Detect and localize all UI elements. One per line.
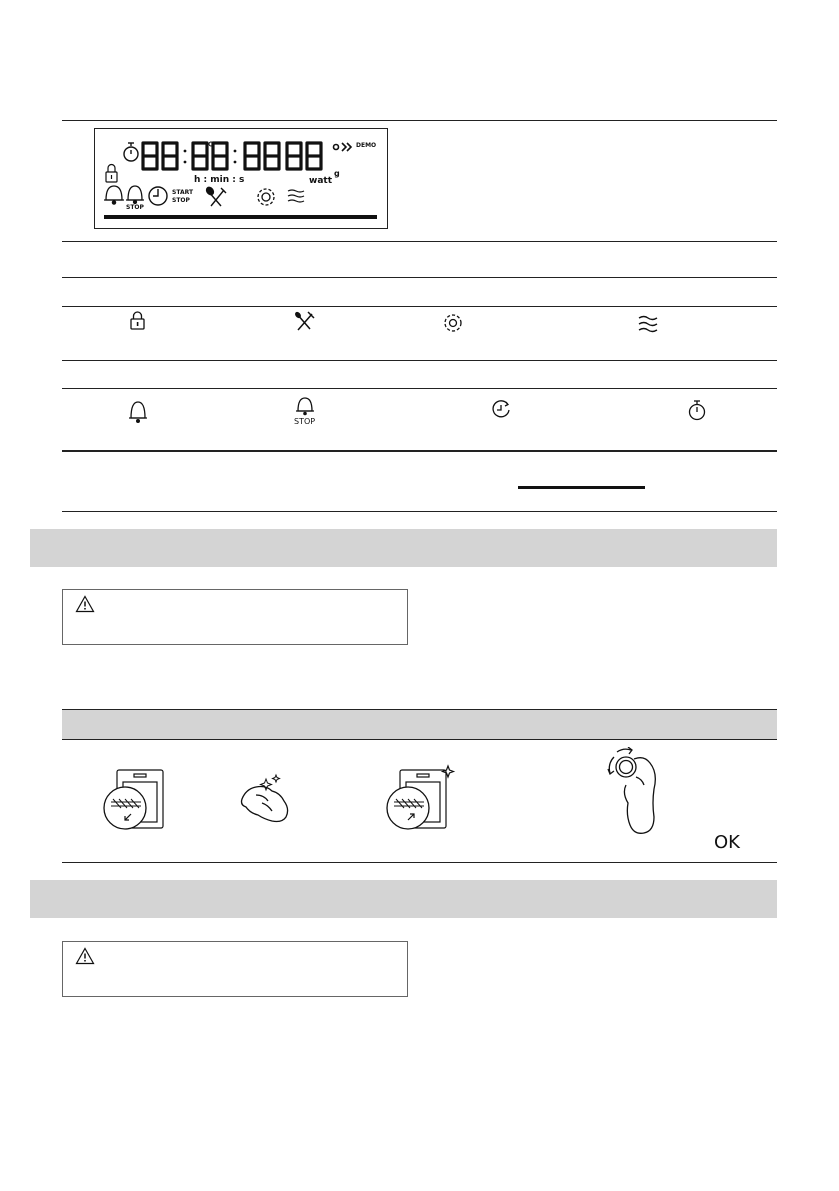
bell-stop-caption: STOP xyxy=(126,204,144,211)
bell-icon xyxy=(128,400,148,424)
ok-label: OK xyxy=(714,832,740,853)
timer-icon xyxy=(687,398,707,422)
display-bell-stop-icon xyxy=(126,186,144,204)
table-rule xyxy=(62,511,777,512)
warning-icon xyxy=(75,595,95,613)
progress-bar-indicator xyxy=(518,486,645,489)
section-header-band xyxy=(30,529,777,567)
table-rule xyxy=(62,241,777,242)
display-clock-icon xyxy=(149,187,167,205)
table-rule xyxy=(62,306,777,307)
oven-shelf-insert-illustration xyxy=(384,764,456,830)
demo-label: DEMO xyxy=(356,142,377,149)
display-panel xyxy=(94,128,388,229)
oven-shelf-remove-illustration xyxy=(101,768,173,830)
clock-start-icon xyxy=(490,399,512,421)
start-label: START xyxy=(172,189,194,196)
table-rule xyxy=(62,739,777,740)
stopwatch-icon xyxy=(124,143,138,161)
display-progress-bar xyxy=(104,215,377,219)
warning-box xyxy=(62,589,408,645)
gear-icon xyxy=(442,312,464,334)
steam-icon xyxy=(637,314,659,334)
table-rule xyxy=(62,388,777,389)
cleaning-cloth-illustration xyxy=(236,773,302,829)
table-rule xyxy=(62,450,777,452)
knob-turn-illustration xyxy=(604,747,664,837)
weight-unit-label: g xyxy=(334,169,340,178)
section-header-band xyxy=(30,880,777,918)
display-lock-icon xyxy=(106,165,117,183)
table-header-row xyxy=(62,710,777,739)
warning-icon xyxy=(75,947,95,965)
demo-indicator xyxy=(334,143,352,151)
warning-box xyxy=(62,941,408,997)
table-rule xyxy=(62,862,777,863)
food-sensor-icon xyxy=(293,311,315,333)
segment-digits xyxy=(143,143,321,169)
bell-stop-caption: STOP xyxy=(294,417,316,426)
table-rule xyxy=(62,277,777,278)
display-food-sensor-icon xyxy=(205,186,226,206)
power-unit-label: watt xyxy=(309,176,332,186)
display-gear-icon xyxy=(258,189,274,205)
display-steam-icon xyxy=(288,190,304,202)
stop-label: STOP xyxy=(172,197,190,204)
bell-stop-icon xyxy=(295,396,315,416)
time-units-label: h : min : s xyxy=(194,175,245,185)
table-rule xyxy=(62,360,777,361)
lock-icon xyxy=(129,311,147,331)
display-bell-icon xyxy=(104,186,124,204)
top-rule xyxy=(62,120,777,121)
